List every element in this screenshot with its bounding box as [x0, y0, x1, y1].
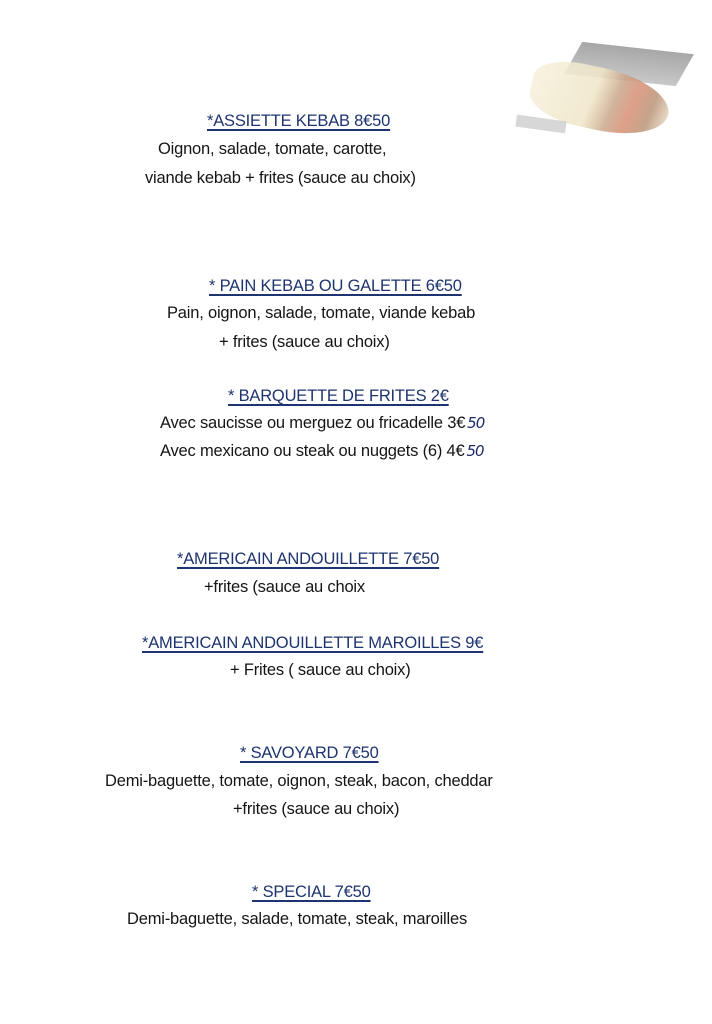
item-description: + Frites ( sauce au choix): [230, 661, 411, 679]
item-title-assiette-kebab: *ASSIETTE KEBAB 8€50: [207, 112, 391, 130]
item-description: [160, 413, 484, 433]
item-description: Oignon, salade, tomate, carotte,: [158, 140, 387, 158]
item-description: [160, 441, 484, 461]
item-title-special: * SPECIAL 7€50: [252, 883, 371, 901]
item-description: +frites (sauce au choix: [204, 578, 365, 596]
item-title-savoyard: * SAVOYARD 7€50: [240, 744, 379, 762]
item-description: Demi-baguette, tomate, oignon, steak, bacon, cheddar: [105, 772, 493, 790]
handwritten-price: 50: [467, 414, 485, 432]
description-text: Avec mexicano ou steak ou nuggets (6) 4€: [160, 442, 465, 460]
item-description: +frites (sauce au choix): [233, 800, 400, 818]
kebab-wrap-photo: [512, 44, 692, 144]
item-title-americain-andouillette: *AMERICAIN ANDOUILLETTE 7€50: [177, 550, 440, 568]
item-description: Pain, oignon, salade, tomate, viande kebab: [167, 304, 476, 322]
description-text: Avec saucisse ou merguez ou fricadelle 3€: [160, 414, 466, 432]
item-description: + frites (sauce au choix): [219, 333, 390, 351]
item-description: viande kebab + frites (sauce au choix): [145, 169, 416, 187]
item-title-americain-andouillette-maroilles: *AMERICAIN ANDOUILLETTE MAROILLES 9€: [142, 634, 484, 652]
item-title-barquette-frites: * BARQUETTE DE FRITES 2€: [228, 387, 449, 405]
item-title-pain-kebab: * PAIN KEBAB OU GALETTE 6€50: [209, 277, 462, 295]
item-description: Demi-baguette, salade, tomate, steak, maroilles: [127, 910, 468, 928]
handwritten-price: 50: [466, 442, 484, 460]
